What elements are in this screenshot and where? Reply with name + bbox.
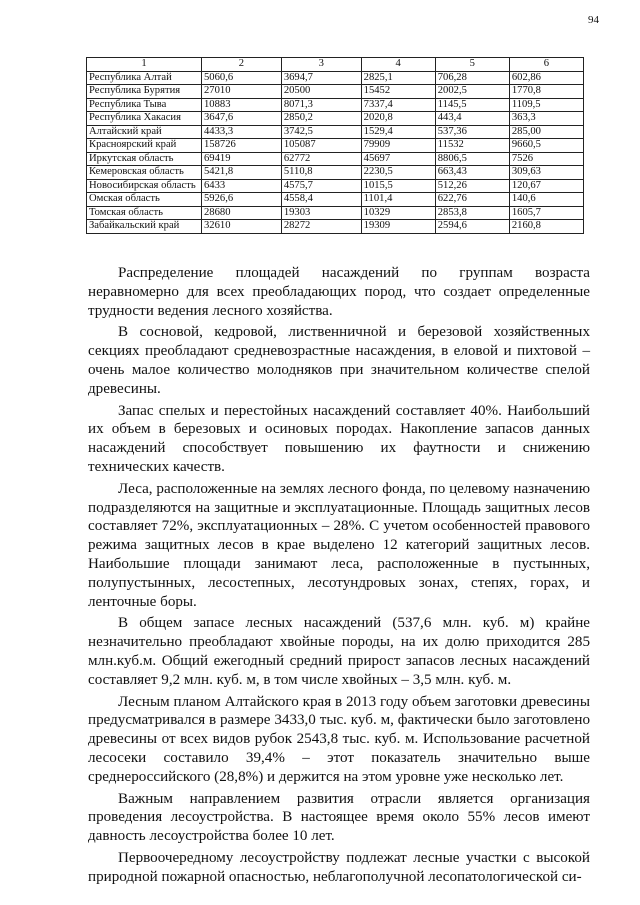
table-row bbox=[87, 112, 584, 126]
region-name-cell: Алтайский край bbox=[87, 125, 202, 139]
column-header: 1 bbox=[87, 58, 202, 72]
region-name-cell: Республика Тыва bbox=[87, 98, 202, 112]
value-cell: 363,3 bbox=[509, 112, 583, 126]
region-name-cell: Омская область bbox=[87, 193, 202, 207]
table-row bbox=[87, 71, 584, 85]
paragraph: Распределение площадей насаждений по группам возраста неравномерно для всех преобладающих пород, что создает определенные трудности ведения лесного хозяйства. bbox=[88, 265, 590, 319]
region-name-cell: Забайкальский край bbox=[87, 220, 202, 234]
value-cell: 10883 bbox=[202, 98, 282, 112]
paragraph: В общем запасе лесных насаждений (537,6 млн. куб. м) крайне незначительно преобладают хвойные породы, на их долю приходится 285 млн.куб.м. Общий ежегодный средний прирост запасов лесных насаждений составляет 9,2 млн. куб. м, в том числе хвойных – 3,5 млн. куб. м. bbox=[88, 615, 590, 688]
column-header: 3 bbox=[281, 58, 361, 72]
value-cell: 15452 bbox=[361, 85, 435, 99]
value-cell: 1145,5 bbox=[435, 98, 509, 112]
value-cell: 2020,8 bbox=[361, 112, 435, 126]
value-cell: 309,63 bbox=[509, 166, 583, 180]
page-number: 94 bbox=[588, 14, 599, 26]
value-cell: 9660,5 bbox=[509, 139, 583, 153]
value-cell: 8071,3 bbox=[281, 98, 361, 112]
value-cell: 1109,5 bbox=[509, 98, 583, 112]
value-cell: 8806,5 bbox=[435, 152, 509, 166]
value-cell: 140,6 bbox=[509, 193, 583, 207]
value-cell: 2002,5 bbox=[435, 85, 509, 99]
forest-data-table bbox=[86, 57, 584, 234]
region-name-cell: Новосибирская область bbox=[87, 179, 202, 193]
value-cell: 105087 bbox=[281, 139, 361, 153]
paragraph: Леса, расположенные на землях лесного фонда, по целевому назначению подразделяются на защитные и эксплуатационные. Площадь защитных лесов составляет 72%, эксплуатационных – 28%. С учетом особенностей правового режима защитных лесов в крае выделено 12 категорий защитных лесов. Наибольшие площади занимают леса, расположенные в пустынных, полупустынных, лесостепных, лесотундровых зонах, степях, горах, и ленточные боры. bbox=[88, 480, 590, 610]
column-header: 2 bbox=[202, 58, 282, 72]
paragraph: В сосновой, кедровой, лиственничной и березовой хозяйственных секциях преобладают средневозрастные насаждения, в еловой и пихтовой – очень малое количество молодняков при значительном количестве спелой древесины. bbox=[88, 324, 590, 397]
table-header-row bbox=[87, 58, 584, 72]
region-name-cell: Томская область bbox=[87, 206, 202, 220]
value-cell: 5421,8 bbox=[202, 166, 282, 180]
value-cell: 1015,5 bbox=[361, 179, 435, 193]
value-cell: 1770,8 bbox=[509, 85, 583, 99]
value-cell: 6433 bbox=[202, 179, 282, 193]
value-cell: 2850,2 bbox=[281, 112, 361, 126]
region-name-cell: Республика Бурятия bbox=[87, 85, 202, 99]
value-cell: 45697 bbox=[361, 152, 435, 166]
value-cell: 28272 bbox=[281, 220, 361, 234]
value-cell: 602,86 bbox=[509, 71, 583, 85]
value-cell: 1605,7 bbox=[509, 206, 583, 220]
value-cell: 7526 bbox=[509, 152, 583, 166]
column-header: 5 bbox=[435, 58, 509, 72]
table-row bbox=[87, 139, 584, 153]
value-cell: 5110,8 bbox=[281, 166, 361, 180]
table-row bbox=[87, 85, 584, 99]
value-cell: 537,36 bbox=[435, 125, 509, 139]
value-cell: 69419 bbox=[202, 152, 282, 166]
value-cell: 7337,4 bbox=[361, 98, 435, 112]
value-cell: 443,4 bbox=[435, 112, 509, 126]
value-cell: 4433,3 bbox=[202, 125, 282, 139]
value-cell: 79909 bbox=[361, 139, 435, 153]
paragraph: Важным направлением развития отрасли является организация проведения лесоустройства. В настоящее время около 55% лесов имеют давность лесоустройства более 10 лет. bbox=[88, 790, 590, 845]
value-cell: 5926,6 bbox=[202, 193, 282, 207]
column-header: 6 bbox=[509, 58, 583, 72]
table-row bbox=[87, 220, 584, 234]
table-row bbox=[87, 152, 584, 166]
table-body bbox=[87, 71, 584, 233]
table-row bbox=[87, 206, 584, 220]
value-cell: 32610 bbox=[202, 220, 282, 234]
paragraph: Первоочередному лесоустройству подлежат лесные участки с высокой природной пожарной опасностью, неблагополучной лесопатологической си- bbox=[88, 849, 590, 885]
region-name-cell: Кемеровская область bbox=[87, 166, 202, 180]
value-cell: 5060,6 bbox=[202, 71, 282, 85]
value-cell: 27010 bbox=[202, 85, 282, 99]
region-name-cell: Республика Хакасия bbox=[87, 112, 202, 126]
value-cell: 2594,6 bbox=[435, 220, 509, 234]
region-name-cell: Республика Алтай bbox=[87, 71, 202, 85]
paragraph: Лесным планом Алтайского края в 2013 году объем заготовки древесины предусматривался в размере 3433,0 тыс. куб. м, фактически было заготовлено древесины от всех видов рубок 2543,8 тыс. куб. м. Использование расчетной лесосеки составило 39,4% – этот показатель значительно выше среднероссийского (28,8%) и держится на этом уровне уже несколько лет. bbox=[88, 693, 590, 785]
value-cell: 19303 bbox=[281, 206, 361, 220]
value-cell: 2230,5 bbox=[361, 166, 435, 180]
value-cell: 4558,4 bbox=[281, 193, 361, 207]
table-row bbox=[87, 193, 584, 207]
value-cell: 11532 bbox=[435, 139, 509, 153]
value-cell: 62772 bbox=[281, 152, 361, 166]
region-name-cell: Иркутская область bbox=[87, 152, 202, 166]
value-cell: 2160,8 bbox=[509, 220, 583, 234]
value-cell: 663,43 bbox=[435, 166, 509, 180]
value-cell: 19309 bbox=[361, 220, 435, 234]
value-cell: 3742,5 bbox=[281, 125, 361, 139]
table-row bbox=[87, 166, 584, 180]
value-cell: 622,76 bbox=[435, 193, 509, 207]
value-cell: 285,00 bbox=[509, 125, 583, 139]
value-cell: 3647,6 bbox=[202, 112, 282, 126]
table-row bbox=[87, 125, 584, 139]
value-cell: 1529,4 bbox=[361, 125, 435, 139]
value-cell: 706,28 bbox=[435, 71, 509, 85]
value-cell: 158726 bbox=[202, 139, 282, 153]
value-cell: 2825,1 bbox=[361, 71, 435, 85]
value-cell: 2853,8 bbox=[435, 206, 509, 220]
table-row bbox=[87, 179, 584, 193]
region-name-cell: Красноярский край bbox=[87, 139, 202, 153]
value-cell: 120,67 bbox=[509, 179, 583, 193]
table-row bbox=[87, 98, 584, 112]
body-text bbox=[88, 264, 590, 887]
paragraph: Запас спелых и перестойных насаждений составляет 40%. Наибольший их объем в березовых и осиновых породах. Накопление запасов данных насаждений способствует повышению их фаутности и снижению технических качеств. bbox=[88, 402, 590, 475]
value-cell: 1101,4 bbox=[361, 193, 435, 207]
column-header: 4 bbox=[361, 58, 435, 72]
value-cell: 4575,7 bbox=[281, 179, 361, 193]
value-cell: 3694,7 bbox=[281, 71, 361, 85]
value-cell: 20500 bbox=[281, 85, 361, 99]
value-cell: 10329 bbox=[361, 206, 435, 220]
value-cell: 512,26 bbox=[435, 179, 509, 193]
value-cell: 28680 bbox=[202, 206, 282, 220]
